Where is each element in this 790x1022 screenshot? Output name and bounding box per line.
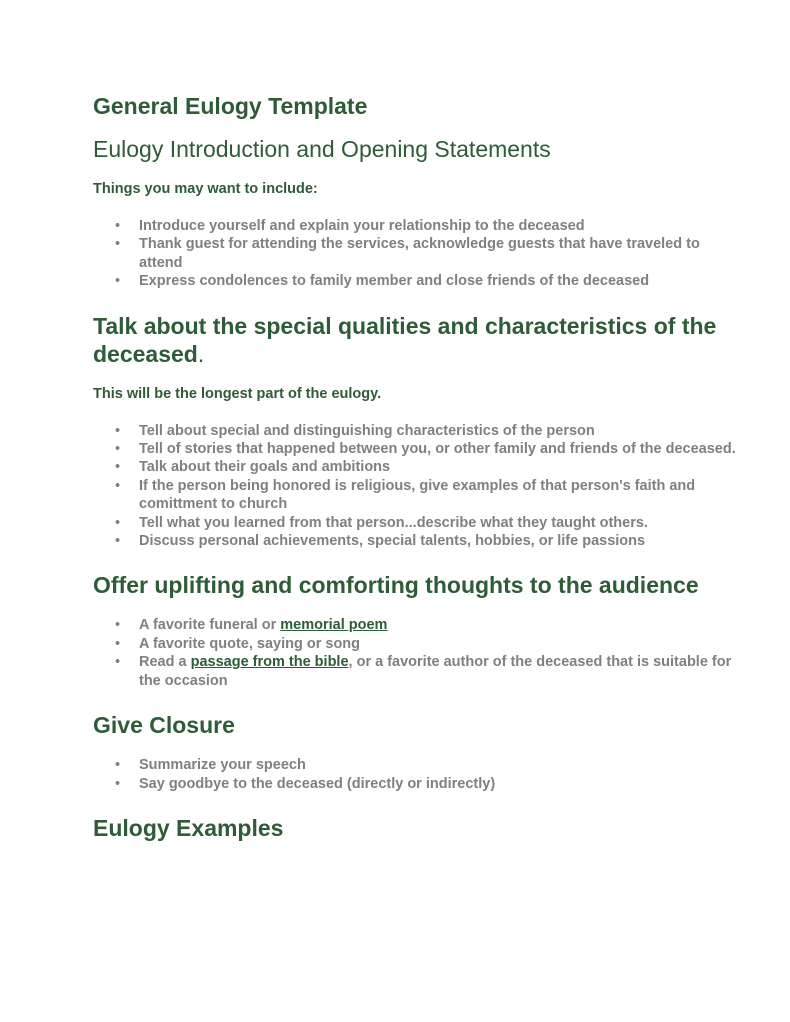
list-item: • Tell what you learned from that person...describe what they taught others. [115,514,648,531]
bullet-icon: • [115,654,121,671]
bullet-icon: • [115,218,121,234]
bullet-list [93,217,743,291]
document-page [93,90,743,842]
bible-passage-link[interactable]: passage from the bible [190,654,349,671]
bullet-icon: • [115,514,121,531]
list-item: • Summarize your speech [115,757,306,774]
section-subtitle: Eulogy Introduction and Opening Statements [93,136,551,162]
section-heading: Offer uplifting and comforting thoughts to the audience [93,572,699,599]
section-heading: Eulogy Examples [93,814,284,841]
bullet-list [93,616,743,690]
list-item: • A favorite funeral or memorial poem [115,617,388,634]
bullet-icon: • [115,775,121,792]
list-item: • A favorite quote, saying or song [115,635,361,652]
section-heading: Talk about the special qualities and characteristics of the deceased. [93,312,717,367]
bullet-icon: • [115,635,121,652]
list-item: • Express condolences to family member and close friends of the deceased [115,273,650,290]
bullet-icon: • [115,236,121,253]
bullet-icon: • [115,422,121,439]
list-item: • Read a passage from the bible, or a favorite author of the deceased that is suitable for the occasion [115,654,732,689]
bullet-icon: • [115,273,121,290]
bullet-icon: • [115,477,121,494]
section-intro: Things you may want to include: [93,181,318,197]
document-title: General Eulogy Template [93,93,368,119]
list-item: • Talk about their goals and ambitions [115,459,391,476]
list-item: • Tell about special and distinguishing characteristics of the person [115,422,595,439]
list-item: • Discuss personal achievements, special talents, hobbies, or life passions [115,533,646,550]
bullet-icon: • [115,757,121,774]
list-item: • Introduce yourself and explain your relationship to the deceased [115,218,585,234]
bullet-icon: • [115,533,121,550]
memorial-poem-link[interactable]: memorial poem [280,617,388,634]
list-item: • Thank guest for attending the services, acknowledge guests that have traveled to attend [115,236,700,271]
bullet-icon: • [115,459,121,476]
bullet-icon: • [115,441,121,458]
list-item: • If the person being honored is religious, give examples of that person's faith and comittment to church [115,477,696,513]
section-intro: This will be the longest part of the eulogy. [93,385,382,402]
list-item: • Tell of stories that happened between you, or other family and friends of the deceased. [115,441,736,458]
list-item: • Say goodbye to the deceased (directly or indirectly) [115,775,496,792]
bullet-icon: • [115,617,121,634]
bullet-list [93,422,743,551]
bullet-list [93,756,743,793]
section-heading: Give Closure [93,712,235,739]
